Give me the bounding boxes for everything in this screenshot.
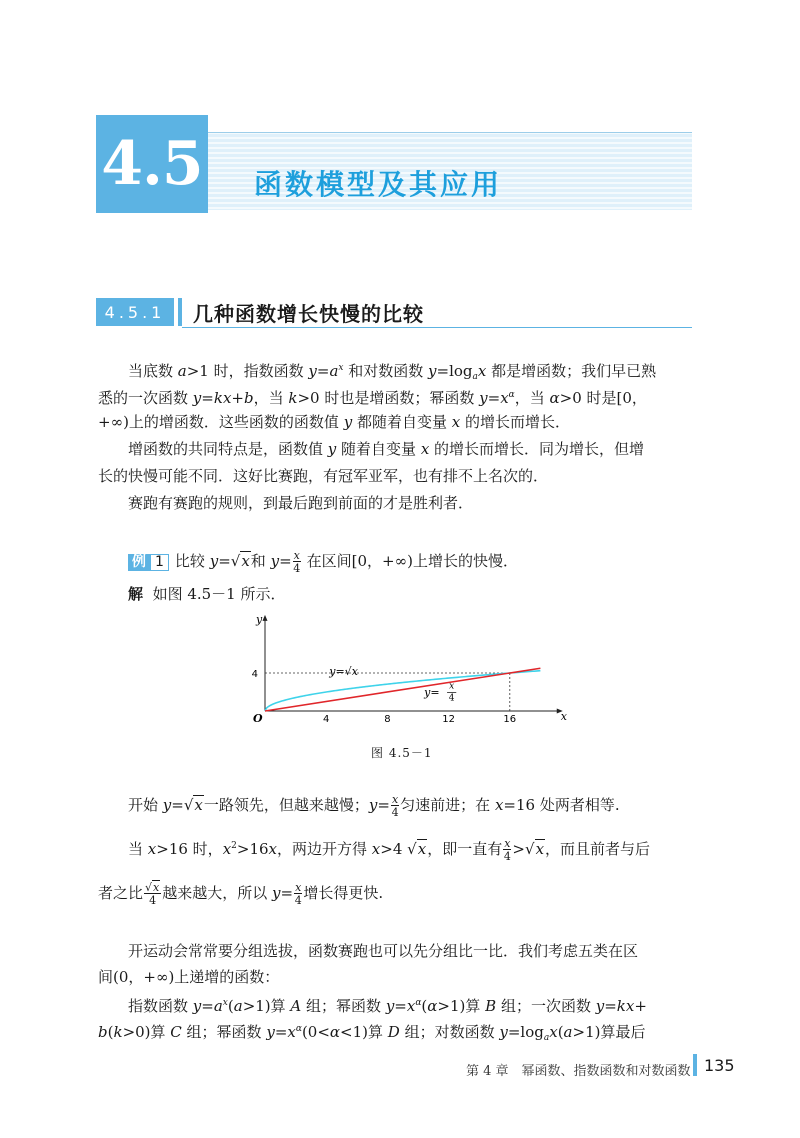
paragraph-line: 当 x>16 时，$x^2>16x$，两边开方得 x>4 √x，即一直有 $\frac{x}{4}$ >√x，而且前者与后 [128, 837, 651, 863]
footer-chapter: 第 4 章 幂函数、指数函数和对数函数 [466, 1064, 691, 1079]
paragraph-line: 增函数的共同特点是，函数值 y 随着自变量 x 的增长而增长．同为增长，但增 [128, 440, 645, 458]
x-tick-label: 4 [323, 714, 330, 725]
paragraph-line: 当底数 a>1 时，指数函数 $y=a^x$ 和对数函数 $y=\log_ax$ 都是增函数；我们早已熟 [128, 362, 657, 382]
paragraph-line: 开始 y=√x一路领先，但越来越慢；y= $\frac{x}{4}$ 匀速前进；在 x=16 处两者相等. [128, 793, 620, 819]
example-line: 例 1 比较 y=√x和 y= $\frac{x}{4}$ 在区间[0，+∞)上增长的快慢． [128, 550, 518, 574]
x-tick-label: 16 [503, 714, 517, 725]
paragraph-line: 悉的一次函数 y=kx+b，当 k>0 时也是增函数；幂函数 $y=x^\alpha$，当 α>0 时是[0， [98, 389, 647, 407]
footer-bar [693, 1054, 697, 1076]
section-banner [96, 115, 692, 213]
solution-label: 解 [128, 585, 144, 603]
origin-label: O [253, 712, 263, 725]
x-tick-label: 8 [384, 714, 391, 725]
figure-caption: 图 4.5－1 [371, 746, 433, 760]
section-number: 4.5 [101, 129, 203, 199]
x-axis-label: x [560, 710, 567, 723]
page-number: 135 [704, 1056, 735, 1075]
subsection-number: 4.5.1 [96, 298, 174, 326]
paragraph-line: 指数函数 $y=a^x(a>1)$算 A 组；幂函数 $y=x^\alpha(\alpha>1)$算 B 组；一次函数 y=kx+ [128, 997, 647, 1015]
paragraph-line: 开运动会常常要分组选拔，函数赛跑也可以先分组比一比．我们考虑五类在区 [128, 942, 639, 960]
sqrt-series-label: y=√x [329, 664, 358, 678]
linear-series-label-prefix: y= [424, 685, 440, 699]
linear-line [265, 668, 540, 711]
paragraph-line: 间(0，+∞)上递增的函数： [98, 968, 280, 986]
linear-series-label-den: 4 [448, 693, 455, 704]
subsection-underline [182, 327, 692, 328]
paragraph-line: b(k>0)算 C 组；幂函数 $y=x^\alpha(0<\alpha<1)$算 D 组；对数函数 $y=\log_ax(a>1)$算最后 [98, 1023, 646, 1043]
linear-series-label-num: x [449, 681, 455, 692]
section-title: 函数模型及其应用 [254, 168, 503, 201]
subsection-title: 几种函数增长快慢的比较 [193, 302, 424, 326]
subsection-bar [178, 298, 182, 326]
banner-line [206, 132, 692, 133]
section-number-box [96, 115, 208, 213]
paragraph-line: 者之比 $\frac{√x}{4}$ 越来越大，所以 y= $\frac{x}{4}$ 增长得更快. [98, 881, 384, 907]
example-label: 例 [128, 554, 150, 571]
y-axis-arrow [263, 615, 268, 621]
solution-line: 解 如图 4.5－1 所示． [128, 585, 286, 603]
example-number: 1 [150, 554, 169, 571]
x-tick-label: 12 [442, 714, 455, 725]
paragraph-line: 长的快慢可能不同．这好比赛跑，有冠军亚军，也有排不上名次的． [98, 467, 549, 485]
y-tick-label: 4 [251, 669, 258, 680]
paragraph-line: +∞)上的增函数．这些函数的函数值 y 都随着自变量 x 的增长而增长． [98, 413, 570, 431]
paragraph-line: 赛跑有赛跑的规则，到最后跑到前面的才是胜利者． [128, 494, 474, 512]
subsection-heading [96, 296, 692, 330]
function-chart [240, 610, 567, 738]
y-axis-label: y [256, 612, 263, 626]
